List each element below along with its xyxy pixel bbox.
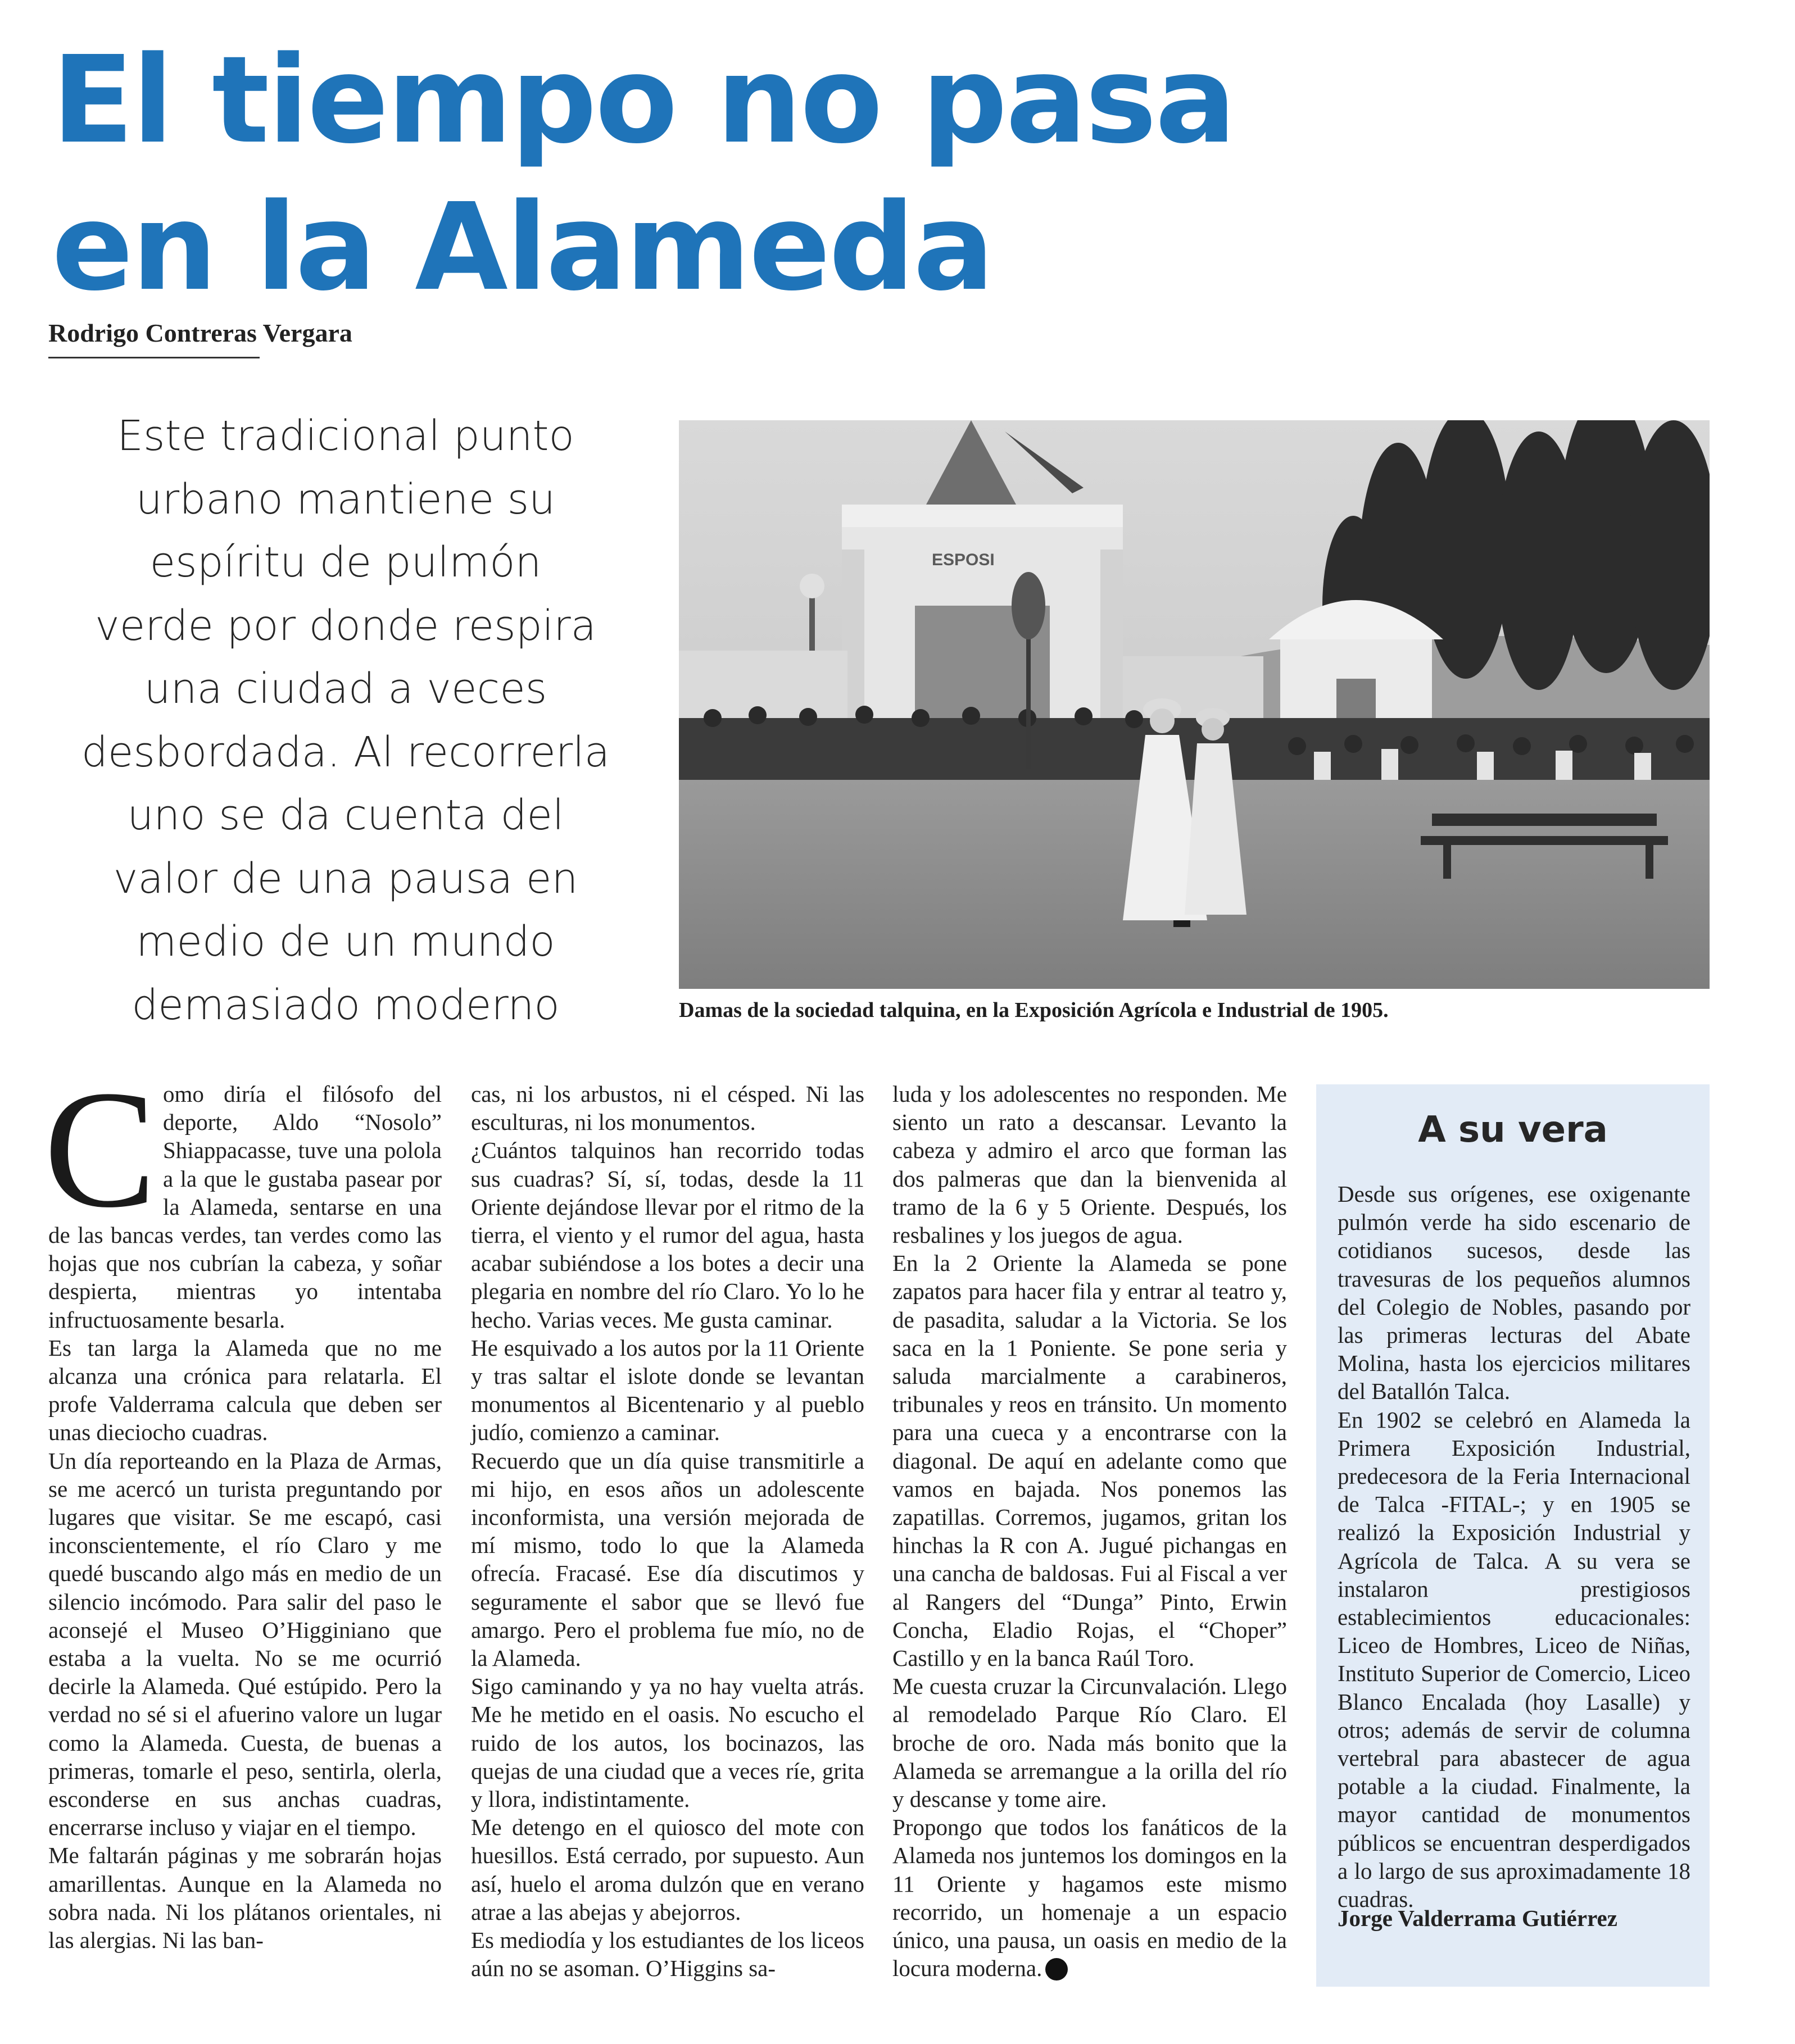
article-paragraph: Sigo caminando y ya no hay vuelta atrás. Me he metido en el oasis. No escucho el ruido de los autos, los bocinazos, las quejas de una ciudad que a veces ríe, grita y llora, indistintamente. bbox=[471, 1673, 864, 1813]
sidebar-paragraph: En 1902 se celebró en Alameda la Primera Exposición Industrial, predecesora de la Feria Internacional de Talca -FITAL-; y en 1905 se realizó la Exposición Industrial y Agrícola de Talca. A su vera se instalaron prestigiosos establecimientos educacionales: Liceo de Hombres, Liceo de Niñas, Instituto Superior de Comercio, Liceo Blanco Encalada (hoy Lasalle) y otros; además de servir de columna vertebral para abastecer de agua potable a la ciudad. Finalmente, la mayor cantidad de monumentos públicos se encuentran desperdigados a lo largo de sus aproximadamente 18 cuadras. bbox=[1338, 1406, 1690, 1913]
author-byline: Rodrigo Contreras Vergara bbox=[48, 319, 352, 347]
article-paragraph: En la 2 Oriente la Alameda se pone zapatos para hacer fila y entrar al teatro y, de pasadita, saludar a la Victoria. Se los saca en la 1 Poniente. Se pone seria y saluda marcialmente a carabineros, tribunales y reos en tránsito. Un momento para una cueca y a encontrarse con la diagonal. De aquí en adelante como que vamos en bajada. Nos ponemos las zapatillas. Corremos, jugamos, gritan los hinchas la R con A. Jugué pichangas en una cancha de baldosas. Fui al Fiscal a ver al Rangers del “Dunga” Pinto, Erwin Concha, Eladio Rojas, el “Choper” Castillo y en la banca Raúl Toro. bbox=[892, 1250, 1287, 1671]
article-paragraph: Me cuesta cruzar la Circunvalación. Llego al remodelado Parque Río Claro. El broche de oro. Nada más bonito que la Alameda se arremangue a la orilla del río y descanse y tome aire. bbox=[892, 1673, 1287, 1813]
sidebar-signature: Jorge Valderrama Gutiérrez bbox=[1338, 1905, 1617, 1931]
deck-line: medio de un mundo bbox=[136, 917, 555, 966]
article-paragraph: Es mediodía y los estudiantes de los liceos aún no se asoman. O’Higgins sa- bbox=[471, 1927, 864, 1982]
deck-line: espíritu de pulmón bbox=[149, 538, 542, 587]
article-paragraph: Recuerdo que un día quise transmitirle a mi hijo, en esos años un adolescente inconformista, una versión mejorada de mí mismo, todo lo que la Alameda ofrecía. Fracasé. Ese día discutimos y seguramente el sabor que se llevó fue amargo. Pero el problema fue mío, no de la Alameda. bbox=[471, 1447, 864, 1671]
deck-line: una ciudad a veces bbox=[144, 665, 547, 713]
photo-caption: Damas de la sociedad talquina, en la Exposición Agrícola e Industrial de 1905. bbox=[679, 998, 1389, 1022]
article-paragraph: Me detengo en el quiosco del mote con huesillos. Está cerrado, por supuesto. Aun así, huelo el aroma dulzón que en verano atrae a las abejas y abejorros. bbox=[471, 1814, 864, 1925]
article-paragraph: Un día reporteando en la Plaza de Armas, se me acercó un turista preguntando por lugares que visitar. Se me escapó, casi inconscientemente, el río Claro y me quedé buscando algo más en medio de un silencio incómodo. Para salir del paso le aconsejé el Museo O’Higginiano que estaba a la vuelta. No se me ocurrió decirle la Alameda. Qué estúpido. Pero la verdad no sé si el afuerino valore un lugar como la Alameda. Cuesta, de buenas a primeras, tomarle el peso, sentirla, olerla, esconderse en sus anchas cuadras, encerrarse incluso y viajar en el tiempo. bbox=[48, 1447, 442, 1841]
deck-line: urbano mantiene su bbox=[135, 475, 556, 524]
sidebar-box bbox=[1316, 1084, 1710, 1987]
article-paragraph: ¿Cuántos talquinos han recorrido todas sus cuadras? Sí, sí, todas, desde la 11 Oriente dejándose llevar por el ritmo de la tierra, el viento y el rumor del agua, hasta acabar subiéndose a los botes a decir una plegaria en nombre del río Claro. Yo lo he hecho. Varias veces. Me gusta caminar. bbox=[471, 1137, 864, 1333]
drop-cap: C bbox=[44, 1056, 157, 1242]
deck-line: Este tradicional punto bbox=[117, 412, 574, 460]
headline bbox=[52, 27, 1235, 321]
deck-summary bbox=[39, 405, 652, 1037]
article-paragraph: omo diría el filósofo del deporte, Aldo “Nosolo” Shiappacasse, tuve una polola a la que le gustaba pasear por la Alameda, sentarse en una de las bancas verdes, tan verdes como las hojas que nos cubrían la cabeza, y soñar despierta, mientras yo intentaba infructuosamente besarla. bbox=[48, 1081, 442, 1333]
deck-line: demasiado moderno bbox=[132, 980, 560, 1029]
article-paragraph: luda y los adolescentes no responden. Me siento un rato a descansar. Levanto la cabeza y admiro el arco que forman las dos palmeras que dan la bienvenida al tramo de la 6 y 5 Oriente. Después, los resbalines y los juegos de agua. bbox=[892, 1081, 1287, 1248]
sidebar-body bbox=[1338, 1180, 1690, 1913]
article-paragraph-final bbox=[892, 1813, 1287, 1982]
article-column-3 bbox=[892, 1080, 1287, 1983]
historic-photo-illustration bbox=[679, 420, 1710, 989]
deck-line: valor de una pausa en bbox=[113, 854, 578, 903]
sidebar-title: A su vera bbox=[1418, 1109, 1608, 1151]
historic-photo bbox=[679, 420, 1710, 989]
sidebar-paragraph: Desde sus orígenes, ese oxigenante pulmón verde ha sido escenario de cotidianos sucesos, desde las travesuras de los pequeños alumnos del Colegio de Nobles, pasando por las primeras lecturas del Abate Molina, hasta los ejercicios militares del Batallón Talca. bbox=[1338, 1181, 1690, 1405]
end-of-article-bullet-icon bbox=[1045, 1958, 1068, 1981]
article-paragraph-text: Propongo que todos los fanáticos de la Alameda nos juntemos los domingos en la 11 Oriente y hagamos este mismo recorrido, un homenaje a un espacio único, una pausa, un oasis en medio de la locura moderna. bbox=[892, 1814, 1287, 1982]
deck-line: verde por donde respira bbox=[94, 601, 596, 650]
article-column-1 bbox=[44, 1056, 442, 1954]
deck-line: uno se da cuenta del bbox=[127, 791, 564, 839]
article-paragraph: cas, ni los arbustos, ni el césped. Ni las esculturas, ni los monumentos. bbox=[471, 1081, 864, 1135]
headline-line-2: en la Alameda bbox=[52, 178, 993, 317]
byline-underline bbox=[48, 357, 260, 358]
article-paragraph: Es tan larga la Alameda que no me alcanza una crónica para relatarla. El profe Valderrama calcula que deben ser unas dieciocho cuadras. bbox=[48, 1334, 442, 1446]
headline-line-1: El tiempo no pasa bbox=[52, 30, 1235, 170]
article-paragraph: He esquivado a los autos por la 11 Oriente y tras saltar el islote donde se levantan monumentos al Bicentenario y al pueblo judío, comienzo a caminar. bbox=[471, 1334, 864, 1446]
arch-sign-text: ESPOSI bbox=[932, 551, 995, 569]
article-paragraph: Me faltarán páginas y me sobrarán hojas amarillentas. Aunque en la Alameda no sobra nada. Ni los plátanos orientales, ni las alergias. Ni las ban- bbox=[48, 1842, 442, 1954]
article-column-2 bbox=[471, 1080, 864, 1983]
deck-line: desbordada. Al recorrerla bbox=[81, 728, 610, 776]
